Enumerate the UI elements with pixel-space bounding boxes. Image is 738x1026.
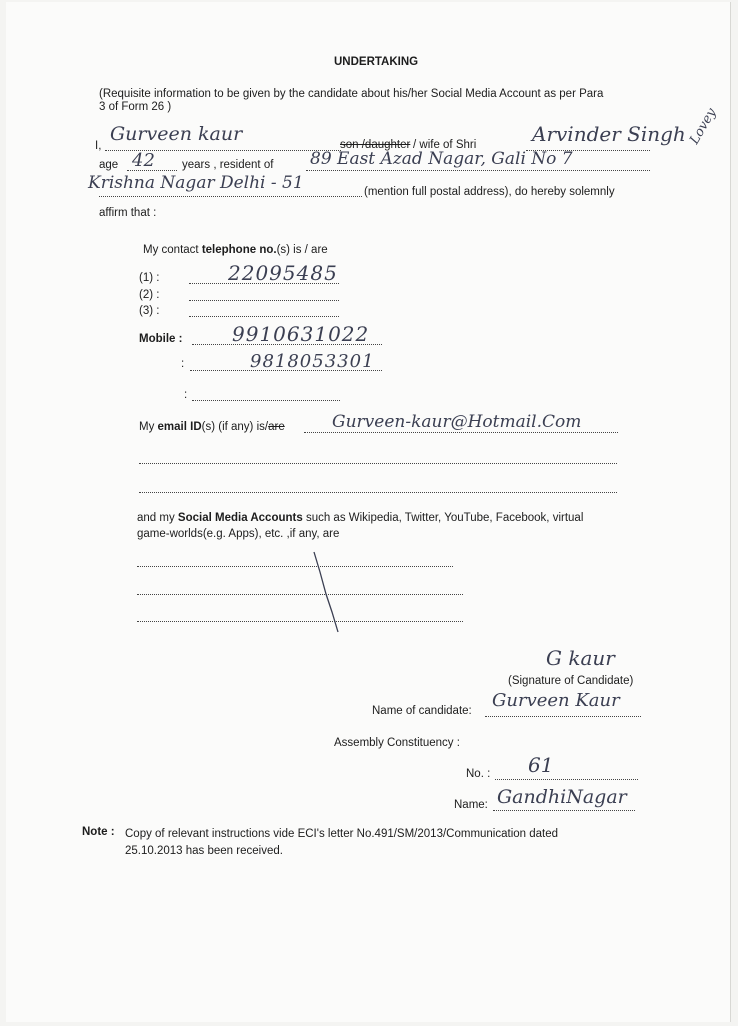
- email-label: My email ID(s) (if any) is/are: [139, 421, 285, 433]
- name-of-candidate-field: [485, 716, 641, 717]
- intro-line-1: (Requisite information to be given by the candidate about his/her Social Media Account as per Para: [99, 88, 604, 100]
- shri-name-extra-handwriting: Lovey: [687, 105, 720, 147]
- phone-2-field: [189, 300, 339, 301]
- signature-handwriting: G kaur: [546, 646, 615, 670]
- mobile-3-colon: :: [184, 389, 188, 401]
- son-daughter-struck: son /daughter: [340, 139, 411, 151]
- constituency-no-field: [495, 779, 638, 780]
- signature-label: (Signature of Candidate): [508, 675, 634, 687]
- address-handwriting-1: 89 East Azad Nagar, Gali No 7: [310, 149, 573, 169]
- note-label: Note :: [82, 826, 115, 838]
- email-field-2: [139, 463, 617, 464]
- candidate-name-handwriting: Gurveen kaur: [110, 123, 243, 145]
- phone-3-label: (3) :: [139, 305, 160, 317]
- mobile-2-handwriting: 9818053301: [250, 351, 375, 372]
- email-field-3: [139, 492, 617, 493]
- mobile-1-handwriting: 9910631022: [232, 322, 370, 346]
- constituency-name-handwriting: GandhiNagar: [497, 786, 627, 808]
- social-field-1: [137, 566, 453, 567]
- constituency-no-handwriting: 61: [528, 753, 554, 777]
- phone-2-label: (2) :: [139, 289, 160, 301]
- wife-of-shri-label: / wife of Shri: [413, 139, 477, 151]
- name-of-candidate-label: Name of candidate:: [372, 705, 472, 717]
- name-of-candidate-handwriting: Gurveen Kaur: [492, 690, 620, 711]
- address-handwriting-2: Krishna Nagar Delhi - 51: [88, 173, 304, 193]
- age-label: age: [99, 159, 119, 171]
- telephone-heading: My contact telephone no.(s) is / are: [143, 244, 328, 256]
- address-field-2: [99, 196, 362, 197]
- phone-3-field: [189, 316, 339, 317]
- age-handwriting: 42: [132, 150, 155, 171]
- note-line-2: 25.10.2013 has been received.: [125, 845, 283, 857]
- line1-prefix: I,: [95, 140, 102, 152]
- mobile-label: Mobile :: [139, 333, 183, 345]
- intro-line-2: 3 of Form 26 ): [99, 101, 172, 113]
- note-line-1: Copy of relevant instructions vide ECI's letter No.491/SM/2013/Communication dated: [125, 828, 559, 840]
- constituency-name-label: Name:: [454, 799, 488, 811]
- address-instruction: (mention full postal address), do hereby solemnly: [364, 186, 615, 198]
- document-page: [6, 2, 731, 1022]
- mobile-2-colon: :: [181, 358, 185, 370]
- affirm-text: affirm that :: [99, 207, 157, 219]
- shri-name-handwriting: Arvinder Singh: [532, 122, 686, 146]
- social-field-2: [137, 594, 463, 595]
- document-title: UNDERTAKING: [334, 56, 419, 68]
- social-strike-mark: [306, 550, 346, 634]
- years-resident-label: years , resident of: [182, 159, 274, 171]
- phone-1-label: (1) :: [139, 272, 160, 284]
- constituency-name-field: [493, 810, 635, 811]
- assembly-constituency-label: Assembly Constituency :: [334, 737, 460, 749]
- social-field-3: [137, 621, 463, 622]
- social-media-line-2: game-worlds(e.g. Apps), etc. ,if any, are: [137, 528, 340, 540]
- social-media-line-1: and my Social Media Accounts such as Wikipedia, Twitter, YouTube, Facebook, virtual: [137, 512, 584, 524]
- email-field-1: [304, 432, 618, 433]
- constituency-no-label: No. :: [466, 768, 491, 780]
- address-field-1: [306, 170, 650, 171]
- email-handwriting: Gurveen-kaur@Hotmail.Com: [332, 412, 582, 432]
- mobile-3-field: [192, 400, 340, 401]
- phone-1-handwriting: 22095485: [228, 261, 338, 285]
